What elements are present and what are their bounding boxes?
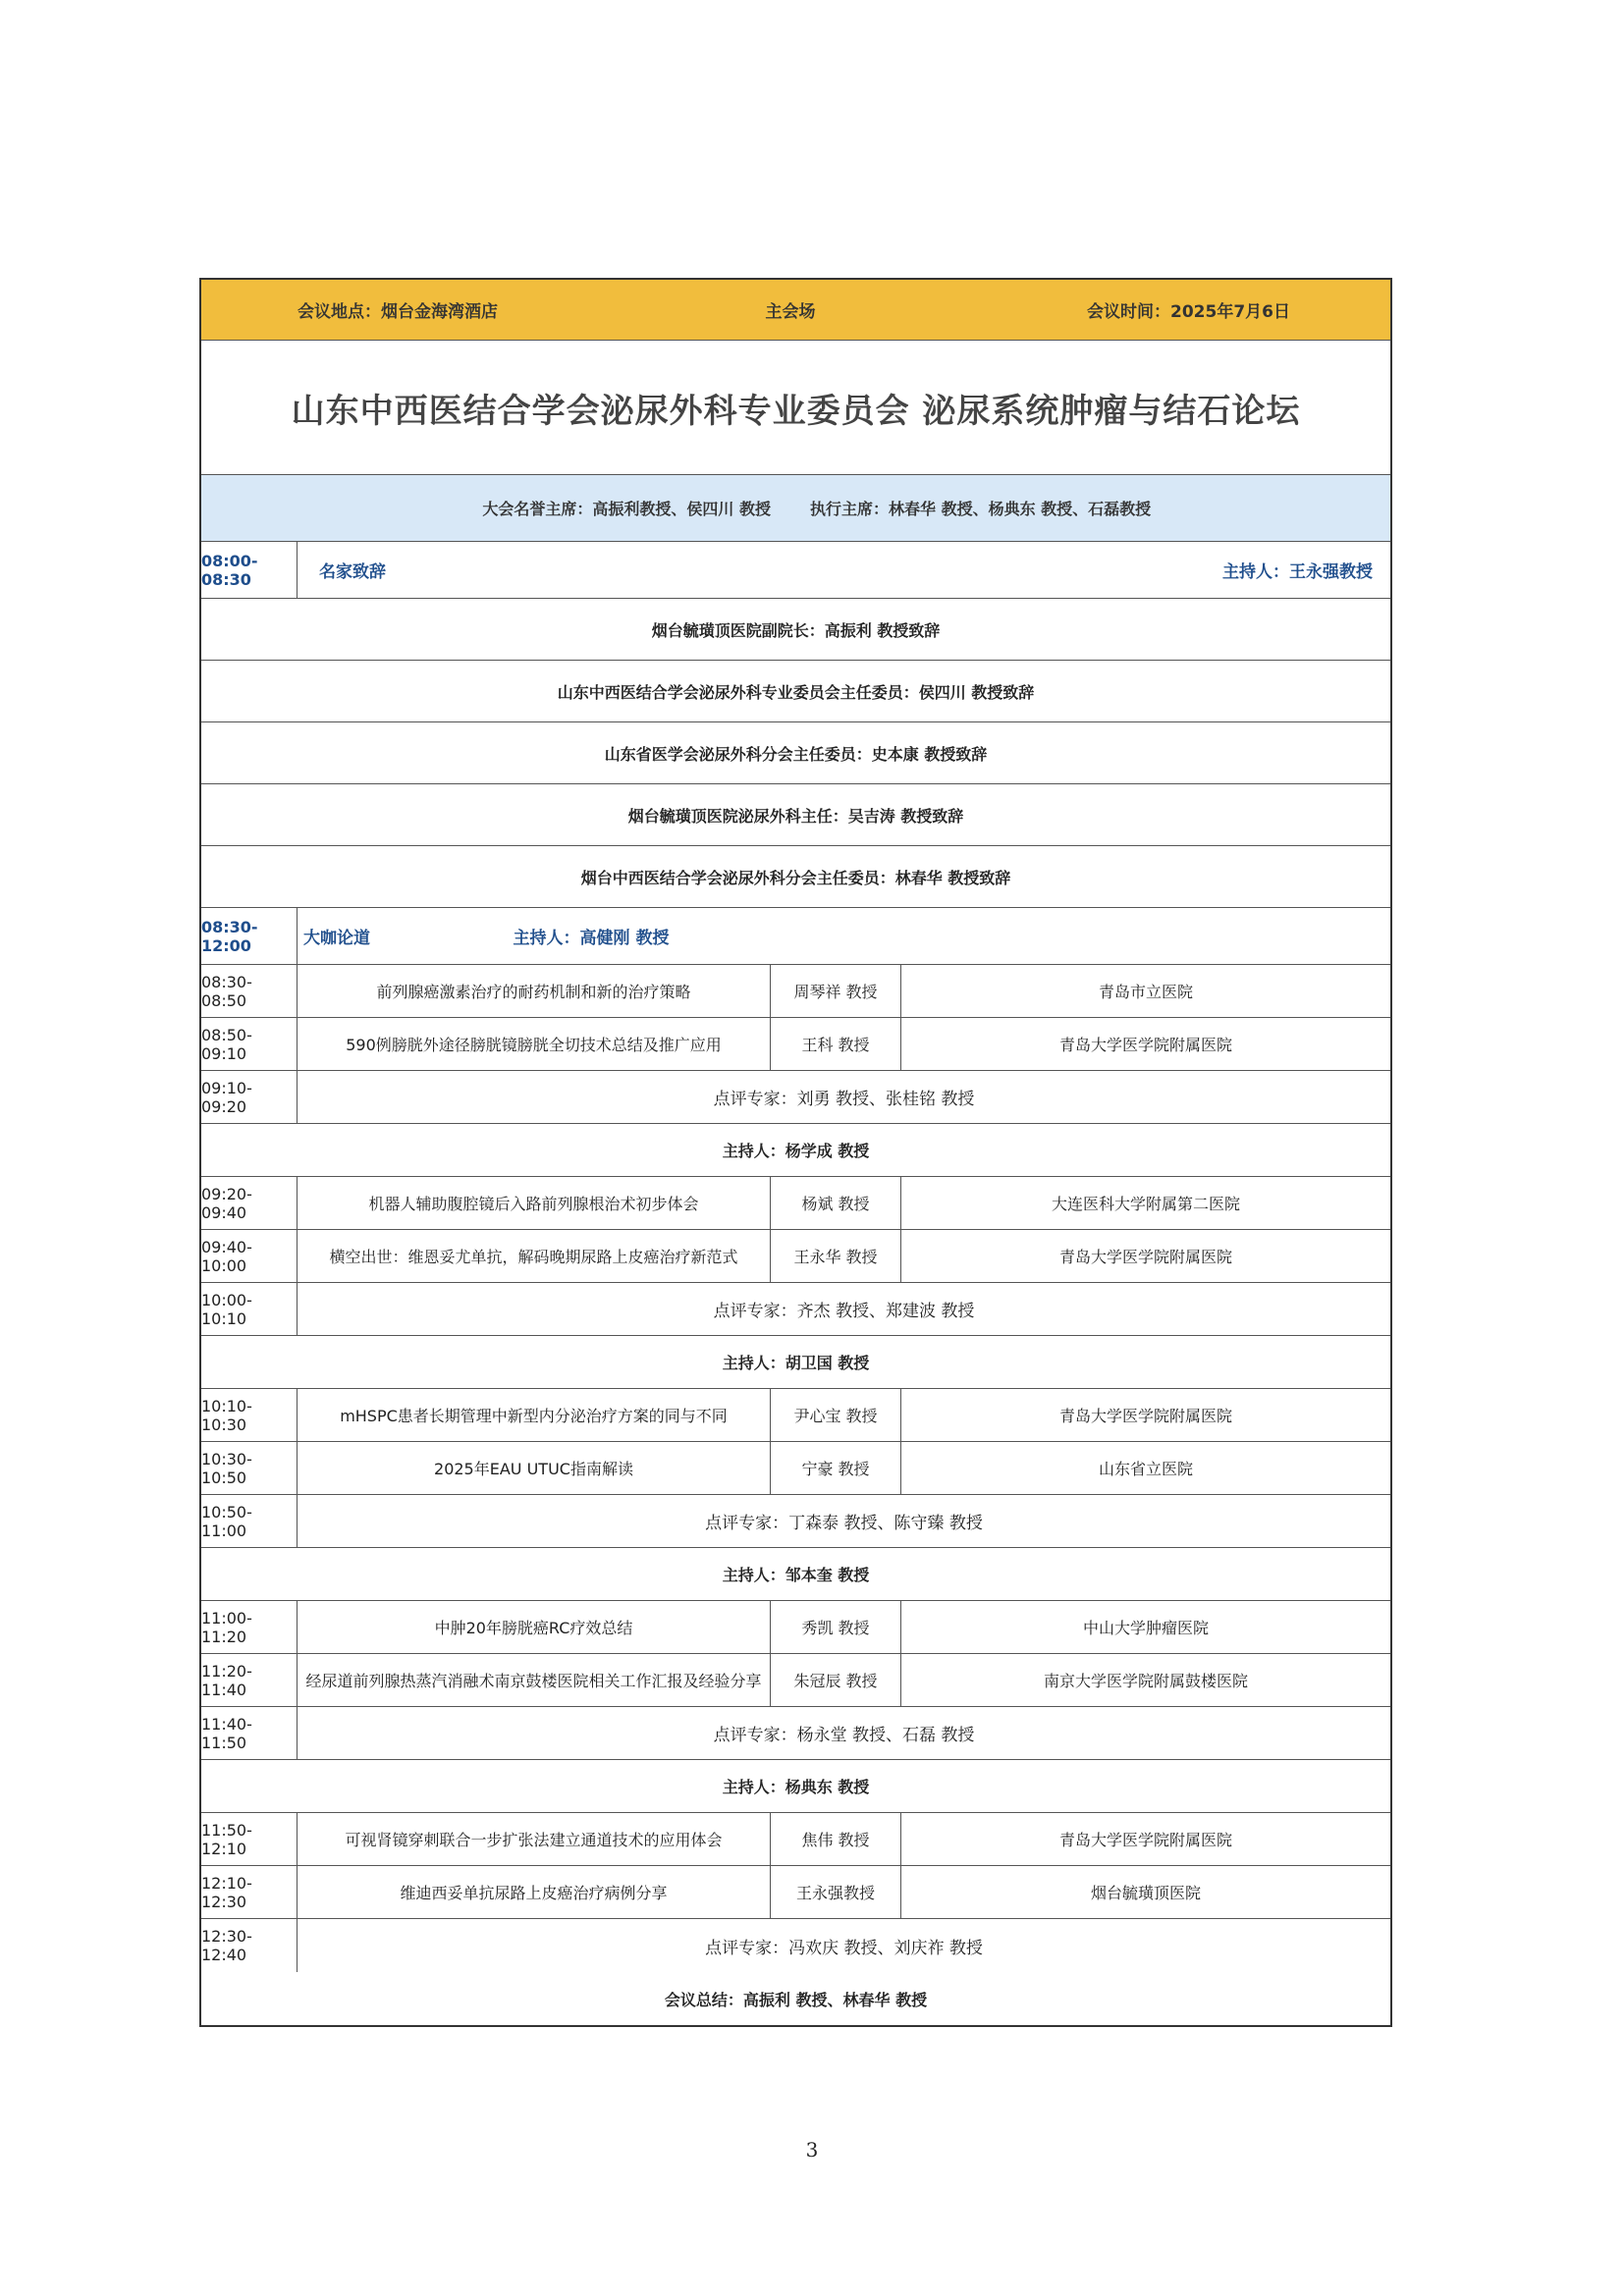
- forum-rows: [201, 965, 1390, 1972]
- talk-institution: 中山大学肿瘤医院: [900, 1601, 1390, 1653]
- header-bar: [201, 280, 1390, 341]
- review-row: [201, 1707, 1390, 1760]
- host-row: [201, 1124, 1390, 1177]
- talk-topic: 前列腺癌激素治疗的耐药机制和新的治疗策略: [297, 965, 770, 1017]
- host-text: 主持人：杨典东 教授: [722, 1778, 870, 1796]
- talk-topic: 维迪西妥单抗尿路上皮癌治疗病例分享: [297, 1866, 770, 1918]
- talk-speaker: 焦伟 教授: [770, 1813, 900, 1865]
- executive-chairs: 执行主席：林春华 教授、杨典东 教授、石磊教授: [810, 500, 1152, 518]
- speech-line: [201, 599, 1390, 661]
- session-name: 名家致辞: [297, 542, 591, 598]
- speech-text: 烟台毓璜顶医院泌尿外科主任：吴吉涛 教授致辞: [627, 806, 964, 826]
- review-experts: 点评专家：齐杰 教授、郑建波 教授: [297, 1283, 1390, 1335]
- talk-speaker: 尹心宝 教授: [770, 1389, 900, 1441]
- session-name: 大咖论道: [297, 908, 473, 964]
- honorary-chairs: 大会名誉主席：高振利教授、侯四川 教授: [482, 500, 771, 518]
- session-header-forum: [201, 908, 1390, 965]
- talk-time: 11:20-11:40: [201, 1661, 252, 1699]
- speech-line: [201, 846, 1390, 908]
- agenda-table: [199, 278, 1392, 2027]
- review-experts: 点评专家：冯欢庆 教授、刘庆祚 教授: [297, 1919, 1390, 1972]
- talk-row: [201, 965, 1390, 1018]
- session-header-opening: [201, 542, 1390, 599]
- talk-time: 09:40-10:00: [201, 1237, 252, 1275]
- speech-line: [201, 661, 1390, 722]
- talk-institution: 山东省立医院: [900, 1442, 1390, 1494]
- talk-topic: 横空出世：维恩妥尤单抗，解码晚期尿路上皮癌治疗新范式: [297, 1230, 770, 1282]
- review-experts: 点评专家：丁森泰 教授、陈守臻 教授: [297, 1495, 1390, 1547]
- talk-institution: 烟台毓璜顶医院: [900, 1866, 1390, 1918]
- talk-time: 10:30-10:50: [201, 1449, 252, 1487]
- talk-institution: 南京大学医学院附属鼓楼医院: [900, 1654, 1390, 1706]
- talk-speaker: 秀凯 教授: [770, 1601, 900, 1653]
- talk-speaker: 周琴祥 教授: [770, 965, 900, 1017]
- talk-time: 08:50-09:10: [201, 1025, 252, 1063]
- talk-row: [201, 1442, 1390, 1495]
- talk-row: [201, 1018, 1390, 1071]
- talk-speaker: 宁豪 教授: [770, 1442, 900, 1494]
- venue-label: 主会场: [765, 302, 816, 322]
- review-time: 10:00-10:10: [201, 1290, 252, 1328]
- talk-speaker: 杨斌 教授: [770, 1177, 900, 1229]
- talk-topic: 机器人辅助腹腔镜后入路前列腺根治术初步体会: [297, 1177, 770, 1229]
- review-time: 12:30-12:40: [201, 1927, 252, 1964]
- title-row: [201, 341, 1390, 475]
- talk-row: [201, 1230, 1390, 1283]
- forum-title: 山东中西医结合学会泌尿外科专业委员会 泌尿系统肿瘤与结石论坛: [291, 391, 1301, 431]
- speech-line: [201, 722, 1390, 784]
- talk-row: [201, 1389, 1390, 1442]
- session-time: 08:30-12:00: [201, 917, 258, 955]
- talk-speaker: 王永强教授: [770, 1866, 900, 1918]
- talk-row: [201, 1866, 1390, 1919]
- talk-institution: 青岛市立医院: [900, 965, 1390, 1017]
- talk-speaker: 王永华 教授: [770, 1230, 900, 1282]
- summary-text: 会议总结：高振利 教授、林春华 教授: [664, 1990, 928, 2009]
- chairs-row: [201, 475, 1390, 542]
- talk-speaker: 王科 教授: [770, 1018, 900, 1070]
- session-host: 主持人：王永强教授: [1222, 562, 1373, 582]
- talk-time: 08:30-08:50: [201, 972, 252, 1010]
- talk-institution: 青岛大学医学院附属医院: [900, 1230, 1390, 1282]
- summary-row: [201, 1972, 1390, 2025]
- review-time: 11:40-11:50: [201, 1714, 252, 1752]
- talk-institution: 大连医科大学附属第二医院: [900, 1177, 1390, 1229]
- talk-time: 11:50-12:10: [201, 1820, 252, 1858]
- session-time: 08:00-08:30: [201, 551, 258, 589]
- talk-institution: 青岛大学医学院附属医院: [900, 1389, 1390, 1441]
- talk-row: [201, 1813, 1390, 1866]
- speech-text: 烟台中西医结合学会泌尿外科分会主任委员：林春华 教授致辞: [580, 868, 1011, 887]
- meeting-location: 会议地点：烟台金海湾酒店: [298, 302, 498, 322]
- talk-time: 11:00-11:20: [201, 1608, 252, 1646]
- talk-time: 09:20-09:40: [201, 1184, 252, 1222]
- review-row: [201, 1495, 1390, 1548]
- host-row: [201, 1336, 1390, 1389]
- talk-topic: 经尿道前列腺热蒸汽消融术南京鼓楼医院相关工作汇报及经验分享: [297, 1654, 770, 1706]
- host-text: 主持人：胡卫国 教授: [722, 1354, 870, 1372]
- meeting-date: 会议时间：2025年7月6日: [1087, 302, 1290, 322]
- review-experts: 点评专家：杨永堂 教授、石磊 教授: [297, 1707, 1390, 1759]
- review-time: 10:50-11:00: [201, 1502, 252, 1540]
- host-row: [201, 1548, 1390, 1601]
- talk-topic: mHSPC患者长期管理中新型内分泌治疗方案的同与不同: [297, 1389, 770, 1441]
- host-text: 主持人：杨学成 教授: [722, 1142, 870, 1160]
- session-host: 主持人：高健刚 教授: [513, 929, 670, 948]
- speech-text: 山东中西医结合学会泌尿外科专业委员会主任委员：侯四川 教授致辞: [557, 682, 1035, 702]
- talk-topic: 可视肾镜穿刺联合一步扩张法建立通道技术的应用体会: [297, 1813, 770, 1865]
- talk-institution: 青岛大学医学院附属医院: [900, 1813, 1390, 1865]
- speech-text: 烟台毓璜顶医院副院长：高振利 教授致辞: [651, 620, 941, 640]
- host-row: [201, 1760, 1390, 1813]
- page-number: 3: [805, 2138, 819, 2162]
- review-time: 09:10-09:20: [201, 1078, 252, 1116]
- talk-topic: 2025年EAU UTUC指南解读: [297, 1442, 770, 1494]
- talk-time: 10:10-10:30: [201, 1396, 252, 1434]
- review-experts: 点评专家：刘勇 教授、张桂铭 教授: [297, 1071, 1390, 1123]
- review-row: [201, 1283, 1390, 1336]
- talk-row: [201, 1654, 1390, 1707]
- talk-time: 12:10-12:30: [201, 1873, 252, 1911]
- talk-speaker: 朱冠辰 教授: [770, 1654, 900, 1706]
- host-text: 主持人：邹本奎 教授: [722, 1566, 870, 1584]
- speech-text: 山东省医学会泌尿外科分会主任委员：史本康 教授致辞: [604, 744, 988, 764]
- review-row: [201, 1919, 1390, 1972]
- talk-institution: 青岛大学医学院附属医院: [900, 1018, 1390, 1070]
- talk-topic: 中肿20年膀胱癌RC疗效总结: [297, 1601, 770, 1653]
- talk-row: [201, 1177, 1390, 1230]
- review-row: [201, 1071, 1390, 1124]
- talk-topic: 590例膀胱外途径膀胱镜膀胱全切技术总结及推广应用: [297, 1018, 770, 1070]
- speech-line: [201, 784, 1390, 846]
- talk-row: [201, 1601, 1390, 1654]
